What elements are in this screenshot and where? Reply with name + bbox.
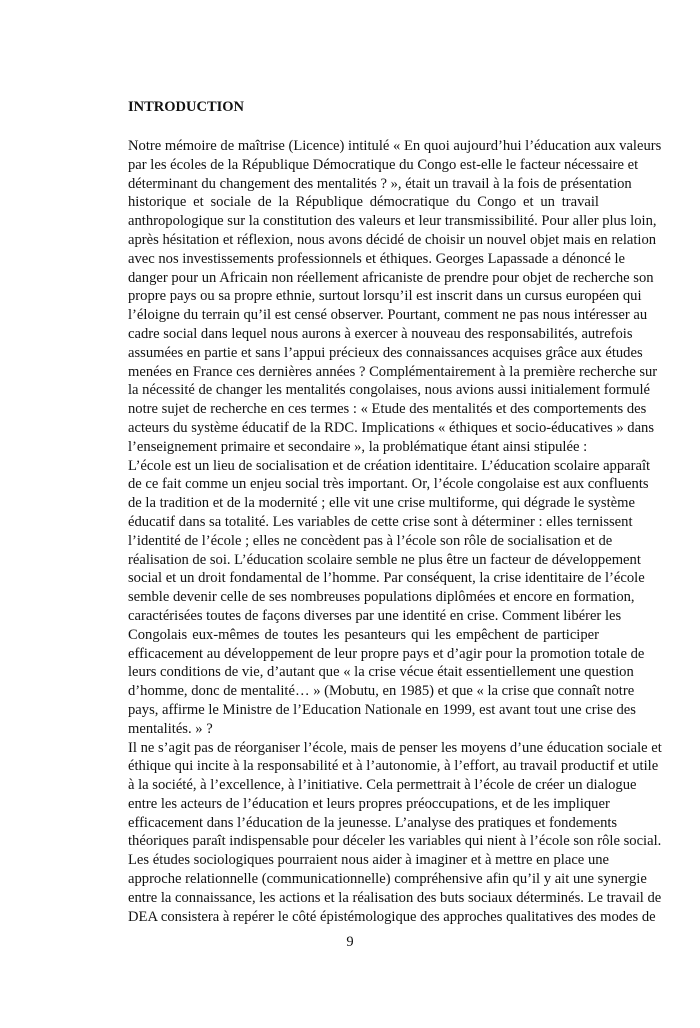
paragraph: [128, 739, 662, 927]
text-line: DEA consistera à repérer le côté épistémologique des approches qualitatives des modes de: [128, 908, 656, 925]
text-line: l’identité de l’école ; elles ne concèdent pas à l’école son rôle de socialisation et de: [128, 532, 613, 549]
text-line: L’école est un lieu de socialisation et de création identitaire. L’éducation scolaire apparaît: [128, 457, 651, 474]
text-line: cadre social dans lequel nous aurons à exercer à nouveau des responsabilités, autrefois: [128, 325, 633, 342]
text-line: Congolais eux-mêmes de toutes les pesanteurs qui les empêchent de participer: [128, 626, 599, 643]
text-line: par les écoles de la République Démocratique du Congo est-elle le facteur nécessaire et: [128, 156, 639, 173]
text-line: menées en France ces dernières années ? Complémentairement à la première recherche sur: [128, 363, 658, 380]
document-body: [128, 137, 662, 926]
text-line: entre la connaissance, les actions et la réalisation des buts sociaux déterminés. Le travail de: [128, 889, 662, 906]
text-line: social et un droit fondamental de l’homme. Par conséquent, la crise identitaire de l’école: [128, 570, 645, 587]
text-line: acteurs du système éducatif de la RDC. Implications « éthiques et socio-éducatives » dans: [128, 419, 655, 436]
text-line: Les études sociologiques pourraient nous aider à imaginer et à mettre en place une: [128, 852, 610, 869]
text-line: éthique qui incite à la responsabilité et à l’autonomie, à l’effort, au travail productif et utile: [128, 758, 659, 775]
text-line: de la tradition et de la modernité ; elle vit une crise multiforme, qui dégrade le système: [128, 495, 635, 512]
text-line: approche relationnelle (communicationnelle) compréhensive afin qu’il y ait une synergie: [128, 871, 647, 888]
text-line: propre pays ou sa propre ethnie, surtout lorsqu’il est inscrit dans un cursus européen qui: [128, 288, 642, 305]
text-line: éducatif dans sa totalité. Les variables de cette crise sont à déterminer : elles ternissent: [128, 513, 633, 530]
page-number: 9: [346, 934, 354, 950]
text-line: leurs conditions de vie, d’autant que « la crise vécue était essentiellement une question: [128, 664, 634, 681]
text-line: entre les acteurs de l’éducation et leurs propres préoccupations, et de les impliquer: [128, 795, 610, 812]
text-line: notre sujet de recherche en ces termes : « Etude des mentalités et des comportements des: [128, 401, 647, 418]
text-line: mentalités. » ?: [128, 720, 213, 737]
text-line: Il ne s’agit pas de réorganiser l’école, mais de penser les moyens d’une éducation sociale et: [128, 739, 662, 756]
text-line: après hésitation et réflexion, nous avons décidé de choisir un nouvel objet mais en relation: [128, 231, 657, 248]
text-line: théoriques paraît indispensable pour déceler les variables qui nient à l’école son rôle social.: [128, 833, 662, 850]
text-line: historique et sociale de la République démocratique du Congo et un travail: [128, 194, 599, 211]
text-line: efficacement au développement de leur propre pays et d’agir pour la promotion totale de: [128, 645, 645, 662]
text-line: pays, affirme le Ministre de l’Education Nationale en 1999, est avant tout une crise des: [128, 701, 636, 718]
text-line: efficacement dans l’éducation de la jeunesse. L’analyse des pratiques et fondements: [128, 814, 618, 831]
text-line: l’éloigne du terrain qu’il est censé observer. Pourtant, comment ne pas nous intéresser au: [128, 307, 648, 324]
text-line: de ce fait comme un enjeu social très important. Or, l’école congolaise est aux confluents: [128, 476, 649, 493]
text-line: déterminant du changement des mentalités ? », était un travail à la fois de présentation: [128, 175, 632, 192]
text-line: assumées en partie et sans l’appui précieux des connaissances acquises grâce aux études: [128, 344, 643, 361]
paragraph: [128, 137, 662, 457]
text-line: Notre mémoire de maîtrise (Licence) intitulé « En quoi aujourd’hui l’éducation aux valeurs: [128, 138, 662, 154]
text-line: caractérisées toutes de façons diverses par une identité en crise. Comment libérer les: [128, 607, 622, 624]
text-line: avec nos investissements professionnels et éthiques. Georges Lapassade a dénoncé le: [128, 250, 625, 267]
text-line: la nécessité de changer les mentalités congolaises, nous avions aussi initialement formulé: [128, 382, 650, 399]
section-heading: INTRODUCTION: [128, 99, 245, 115]
text-line: anthropologique sur la constitution des valeurs et leur transmissibilité. Pour aller plus loin,: [128, 213, 657, 230]
text-line: d’homme, donc de mentalité… » (Mobutu, en 1985) et que « la crise que connaît notre: [128, 683, 635, 700]
text-line: danger pour un Africain non réellement africaniste de prendre pour objet de recherche son: [128, 269, 654, 286]
text-line: semble devenir celle de ses nombreuses populations diplômées et encore en formation,: [128, 589, 635, 606]
text-line: l’enseignement primaire et secondaire », la problématique étant ainsi stipulée :: [128, 438, 588, 455]
text-line: réalisation de soi. L’éducation scolaire semble ne plus être un facteur de développement: [128, 551, 641, 568]
text-line: à la société, à l’excellence, à l’initiative. Cela permettrait à l’école de créer un dialogue: [128, 777, 637, 794]
paragraph: [128, 457, 651, 739]
